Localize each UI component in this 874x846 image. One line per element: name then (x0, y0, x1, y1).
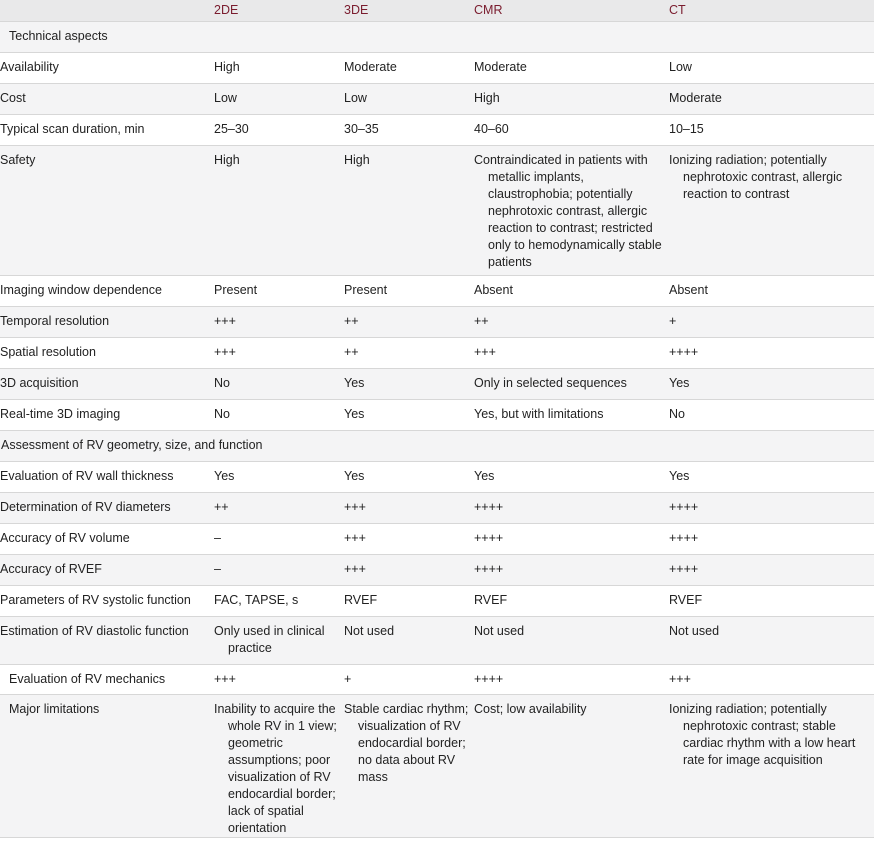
cell-text: Moderate (344, 60, 397, 74)
row-label: Imaging window dependence (0, 276, 214, 307)
table-cell (474, 617, 669, 665)
cell-text: Yes (214, 469, 235, 483)
cell-text: RVEF (669, 593, 703, 607)
table-row (0, 53, 874, 84)
table-cell (344, 84, 474, 115)
cell-text: High (474, 91, 500, 105)
cell-text: 25–30 (214, 122, 249, 136)
table-cell (669, 369, 874, 400)
table-cell (669, 665, 874, 695)
cell-text: Moderate (669, 91, 722, 105)
table-cell (474, 369, 669, 400)
table-cell (669, 400, 874, 431)
table-cell (474, 115, 669, 146)
cell-text: 40–60 (474, 122, 509, 136)
table-cell (214, 617, 344, 665)
row-label: Cost (0, 84, 214, 115)
cell-text: ++ (214, 500, 229, 514)
table-cell (344, 462, 474, 493)
table-row (0, 617, 874, 665)
row-label: Safety (0, 146, 214, 276)
cell-text: FAC, TAPSE, s (214, 593, 299, 607)
cell-text: ++ (344, 345, 359, 359)
table-cell (214, 276, 344, 307)
table-cell (344, 617, 474, 665)
row-label: Parameters of RV systolic function (0, 586, 214, 617)
table-cell (669, 617, 874, 665)
cell-text: Moderate (474, 60, 527, 74)
cell-text: Only in selected sequences (474, 376, 627, 390)
cell-text: Yes (344, 376, 365, 390)
cell-text: 10–15 (669, 122, 704, 136)
section-row (0, 22, 874, 53)
table-cell (669, 115, 874, 146)
cell-text: ++++ (474, 500, 504, 514)
cell-text: No (214, 407, 230, 421)
cell-text: Inability to acquire the whole RV in 1 view; geometric assumptions; poor visualization of RV endocardial border; lack of spatial orientation (214, 702, 337, 835)
table-row (0, 462, 874, 493)
table-cell (474, 146, 669, 276)
cell-text: ++++ (669, 345, 699, 359)
table-row (0, 400, 874, 431)
table-cell (344, 369, 474, 400)
table-cell (669, 53, 874, 84)
table-row (0, 146, 874, 276)
cell-text: Low (344, 91, 367, 105)
table-cell (669, 338, 874, 369)
cell-text: +++ (214, 672, 236, 686)
table-cell (214, 307, 344, 338)
cell-text: ++ (474, 314, 489, 328)
cell-text: +++ (344, 531, 366, 545)
table-cell (214, 400, 344, 431)
table-cell (214, 695, 344, 838)
table-row (0, 115, 874, 146)
cell-text: Contraindicated in patients with metallic implants, claustrophobia; potentially nephrotoxic contrast, allergic reaction to contrast; restricted only to hemodynamically stable patients (474, 153, 662, 269)
cell-text: Only used in clinical practice (214, 624, 325, 655)
row-label: Real-time 3D imaging (0, 400, 214, 431)
table-cell (474, 586, 669, 617)
table-cell (474, 338, 669, 369)
cell-text: Yes (669, 376, 690, 390)
cell-text: ++++ (669, 531, 699, 545)
table-cell (344, 307, 474, 338)
table-row (0, 84, 874, 115)
section-row (0, 431, 874, 462)
table-cell (214, 586, 344, 617)
cell-text: No (669, 407, 685, 421)
row-label: Evaluation of RV wall thickness (0, 462, 214, 493)
table-cell (344, 276, 474, 307)
column-header-ct: CT (669, 0, 874, 22)
table-cell (214, 493, 344, 524)
row-label: Evaluation of RV mechanics (0, 665, 214, 695)
cell-text: Yes (344, 469, 365, 483)
table-cell (214, 462, 344, 493)
cell-text: Yes (344, 407, 365, 421)
table-cell (344, 115, 474, 146)
cell-text: +++ (214, 345, 236, 359)
table-cell (669, 462, 874, 493)
table-cell (344, 53, 474, 84)
table-body (0, 22, 874, 838)
table-cell (669, 84, 874, 115)
table-cell (474, 400, 669, 431)
table-cell (474, 524, 669, 555)
table-cell (669, 307, 874, 338)
table-cell (214, 338, 344, 369)
row-label: Major limitations (0, 695, 214, 838)
row-label: Accuracy of RV volume (0, 524, 214, 555)
cell-text: RVEF (474, 593, 508, 607)
cell-text: Ionizing radiation; potentially nephrotoxic contrast, allergic reaction to contrast (669, 153, 843, 201)
table-cell (214, 146, 344, 276)
cell-text: +++ (669, 672, 691, 686)
table-cell (474, 276, 669, 307)
cell-text: ++++ (474, 672, 504, 686)
table-cell (669, 146, 874, 276)
column-header-cmr: CMR (474, 0, 669, 22)
table-cell (669, 524, 874, 555)
section-title: Assessment of RV geometry, size, and function (0, 431, 874, 462)
cell-text: Stable cardiac rhythm; visualization of RV endocardial border; no data about RV mass (344, 702, 469, 784)
cell-text: + (669, 314, 677, 328)
table-cell (474, 493, 669, 524)
cell-text: RVEF (344, 593, 378, 607)
cell-text: 30–35 (344, 122, 379, 136)
table-cell (669, 555, 874, 586)
cell-text: Not used (474, 624, 525, 638)
cell-text: – (214, 562, 221, 576)
table-cell (669, 493, 874, 524)
table-cell (344, 493, 474, 524)
cell-text: Yes (669, 469, 690, 483)
cell-text: +++ (474, 345, 496, 359)
column-header-2de: 2DE (214, 0, 344, 22)
table-cell (344, 695, 474, 838)
table-cell (669, 586, 874, 617)
table-row (0, 493, 874, 524)
table-header-row (0, 0, 874, 22)
table-cell (214, 524, 344, 555)
row-label: 3D acquisition (0, 369, 214, 400)
table-row (0, 665, 874, 695)
cell-text: ++++ (474, 562, 504, 576)
cell-text: High (214, 60, 240, 74)
cell-text: ++ (344, 314, 359, 328)
column-header-3de: 3DE (344, 0, 474, 22)
table-cell (344, 400, 474, 431)
cell-text: +++ (214, 314, 236, 328)
table-row (0, 276, 874, 307)
table-row (0, 524, 874, 555)
cell-text: Absent (474, 283, 513, 297)
table-row (0, 369, 874, 400)
table-cell (344, 665, 474, 695)
table-row (0, 695, 874, 838)
cell-text: Present (344, 283, 388, 297)
table-cell (214, 665, 344, 695)
cell-text: – (214, 531, 221, 545)
row-label: Accuracy of RVEF (0, 555, 214, 586)
cell-text: Not used (344, 624, 395, 638)
table-cell (474, 84, 669, 115)
cell-text: ++++ (669, 562, 699, 576)
row-label: Availability (0, 53, 214, 84)
cell-text: +++ (344, 500, 366, 514)
section-title: Technical aspects (0, 22, 874, 53)
table-cell (474, 462, 669, 493)
table-cell (214, 555, 344, 586)
table-row (0, 586, 874, 617)
cell-text: Absent (669, 283, 708, 297)
table-cell (474, 307, 669, 338)
table-cell (669, 695, 874, 838)
cell-text: ++++ (669, 500, 699, 514)
cell-text: No (214, 376, 230, 390)
table-cell (669, 276, 874, 307)
cell-text: Yes, but with limitations (474, 407, 604, 421)
table-cell (214, 84, 344, 115)
row-label: Determination of RV diameters (0, 493, 214, 524)
table-row (0, 338, 874, 369)
cell-text: + (344, 672, 352, 686)
table-cell (214, 53, 344, 84)
table-cell (474, 53, 669, 84)
column-header-label (0, 0, 214, 22)
table-cell (214, 115, 344, 146)
cell-text: High (214, 153, 240, 167)
table-cell (344, 555, 474, 586)
row-label: Spatial resolution (0, 338, 214, 369)
cell-text: High (344, 153, 370, 167)
cell-text: Not used (669, 624, 720, 638)
cell-text: Low (669, 60, 692, 74)
table-cell (214, 369, 344, 400)
cell-text: +++ (344, 562, 366, 576)
cell-text: Ionizing radiation; potentially nephrotoxic contrast; stable cardiac rhythm with a low heart rate for image acquisition (669, 702, 856, 767)
cell-text: Cost; low availability (474, 702, 587, 716)
row-label: Temporal resolution (0, 307, 214, 338)
table-cell (344, 586, 474, 617)
table-cell (474, 695, 669, 838)
row-label: Estimation of RV diastolic function (0, 617, 214, 665)
table-cell (474, 665, 669, 695)
table-row (0, 307, 874, 338)
cell-text: Low (214, 91, 237, 105)
cell-text: Yes (474, 469, 495, 483)
cell-text: ++++ (474, 531, 504, 545)
row-label: Typical scan duration, min (0, 115, 214, 146)
table-cell (344, 146, 474, 276)
table-cell (344, 338, 474, 369)
cell-text: Present (214, 283, 258, 297)
table-cell (474, 555, 669, 586)
table-row (0, 555, 874, 586)
table-cell (344, 524, 474, 555)
